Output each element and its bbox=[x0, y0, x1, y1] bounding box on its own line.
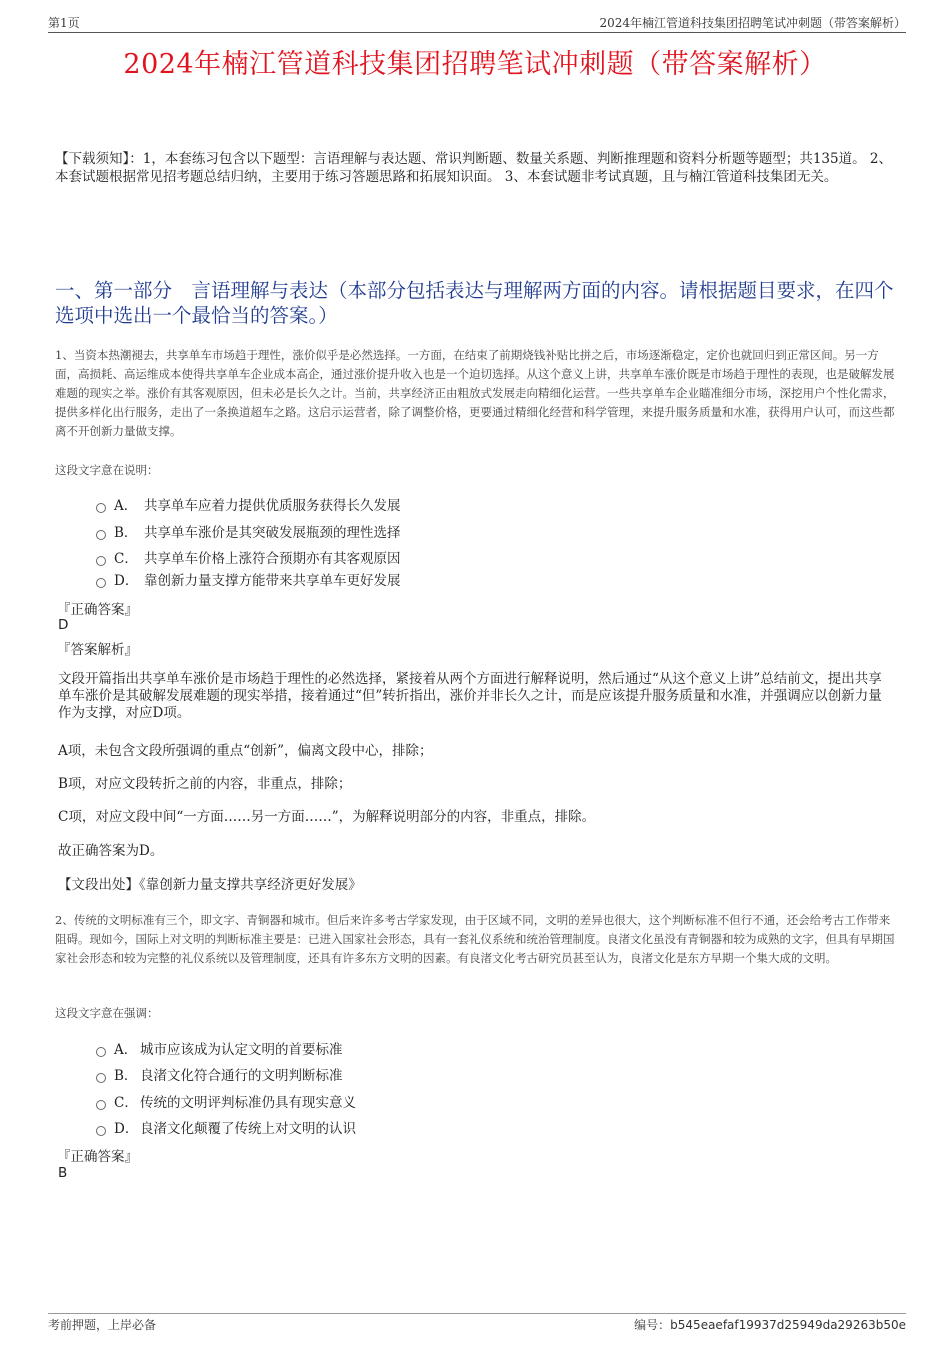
question-1-option-c[interactable] bbox=[96, 548, 876, 570]
option-text: 共享单车涨价是其突破发展瓶颈的理性选择 bbox=[144, 525, 401, 541]
question-1-option-a[interactable] bbox=[96, 495, 876, 522]
option-letter: C． bbox=[114, 1095, 138, 1111]
option-letter: C． bbox=[114, 551, 138, 567]
radio-icon[interactable] bbox=[96, 1073, 106, 1083]
question-1-prompt: 这段文字意在说明： bbox=[55, 463, 159, 477]
radio-icon[interactable] bbox=[96, 1047, 106, 1057]
analysis-label: 『答案解析』 bbox=[57, 642, 138, 658]
answer-label: 『正确答案』 bbox=[57, 602, 138, 618]
radio-icon[interactable] bbox=[96, 556, 106, 566]
answer-label: 『正确答案』 bbox=[57, 1149, 138, 1165]
page-number: 第1页 bbox=[48, 16, 80, 30]
code-value: b545eaefaf19937d25949da29263b50e bbox=[670, 1318, 906, 1332]
page-header bbox=[48, 14, 906, 33]
question-1-option-b[interactable] bbox=[96, 522, 876, 548]
analysis-conclusion: 故正确答案为D。 bbox=[58, 843, 164, 859]
option-text: 共享单车价格上涨符合预期亦有其客观原因 bbox=[144, 551, 401, 567]
document-title: 2024年楠江管道科技集团招聘笔试冲刺题（带答案解析） bbox=[123, 49, 827, 80]
option-letter: A． bbox=[114, 498, 138, 514]
analysis-option-a: A项，未包含文段所强调的重点“创新”，偏离文段中心，排除； bbox=[58, 743, 433, 759]
question-2-prompt: 这段文字意在强调： bbox=[55, 1006, 159, 1020]
radio-icon[interactable] bbox=[96, 1126, 106, 1136]
option-letter: D． bbox=[114, 573, 139, 589]
option-text: 城市应该成为认定文明的首要标准 bbox=[140, 1042, 343, 1058]
header-doc-name: 2024年楠江管道科技集团招聘笔试冲刺题（带答案解析） bbox=[599, 16, 906, 30]
option-letter: D． bbox=[114, 1121, 139, 1137]
question-2-stem: 2、传统的文明标准有三个，即文字、青铜器和城市。但后来许多考古学家发现，由于区域不同，文明的差异也很大，这个判断标准不但行不通，还会给考古工作带来阻碍。现如今，国际上对文明的判断标准主要是：已进入国家社会形态，具有一套礼仪系统和统治管理制度。良渚文化虽没有青铜器和较为成熟的文字，但具有早期国家社会形态和较为完整的礼仪系统以及管理制度，还具有许多东方文明的因素。有良渚文化考古研究员甚至认为，良渚文化是东方早期一个集大成的文明。 bbox=[55, 913, 895, 965]
radio-icon[interactable] bbox=[96, 530, 106, 540]
radio-icon[interactable] bbox=[96, 503, 106, 513]
code-label: 编号： bbox=[634, 1318, 671, 1332]
page-footer bbox=[48, 1313, 906, 1334]
option-text: 良渚文化颠覆了传统上对文明的认识 bbox=[140, 1121, 356, 1137]
analysis-option-c: C项，对应文段中间“一方面……另一方面……”，为解释说明部分的内容，非重点，排除。 bbox=[58, 809, 596, 825]
option-text: 靠创新力量支撑方能带来共享单车更好发展 bbox=[144, 573, 401, 589]
radio-icon[interactable] bbox=[96, 1100, 106, 1110]
question-2-options bbox=[96, 1039, 876, 1140]
option-text: 共享单车应着力提供优质服务获得长久发展 bbox=[144, 498, 401, 514]
question-2-option-b[interactable] bbox=[96, 1065, 876, 1092]
option-text: 良渚文化符合通行的文明判断标准 bbox=[140, 1068, 343, 1084]
footer-slogan: 考前押题，上岸必备 bbox=[48, 1318, 157, 1332]
question-1-options bbox=[96, 495, 876, 592]
question-2-option-a[interactable] bbox=[96, 1039, 876, 1065]
section-title: 一、第一部分 言语理解与表达（本部分包括表达与理解两方面的内容。请根据题目要求，在四个选项中选出一个最恰当的答案。） bbox=[55, 279, 894, 327]
analysis-paragraph: 文段开篇指出共享单车涨价是市场趋于理性的必然选择，紧接着从两个方面进行解释说明，然后通过“从这个意义上讲”总结前文，提出共享单车涨价是其破解发展难题的现实举措，接着通过“但”转折指出，涨价并非长久之计，而是应该提升服务质量和水准，并强调应以创新力量作为支撑，对应D项。 bbox=[58, 671, 882, 721]
radio-icon[interactable] bbox=[96, 578, 106, 588]
correct-answer: B bbox=[58, 1165, 68, 1181]
download-notice: 【下载须知】：1，本套练习包含以下题型：言语理解与表达题、常识判断题、数量关系题、判断推理题和资料分析题等题型；共135道。 2、本套试题根据常见招考题总结归纳，主要用于练习答题思路和拓展知识面。 3、本套试题非考试真题，且与楠江管道科技集团无关。 bbox=[55, 151, 892, 185]
question-2-option-d[interactable] bbox=[96, 1118, 876, 1140]
text-source: 【文段出处】《靠创新力量支撑共享经济更好发展》 bbox=[58, 877, 362, 893]
question-1-option-d[interactable] bbox=[96, 570, 876, 592]
option-letter: B． bbox=[114, 525, 138, 541]
correct-answer: D bbox=[58, 617, 69, 633]
option-letter: A． bbox=[114, 1042, 138, 1058]
question-2-option-c[interactable] bbox=[96, 1092, 876, 1118]
option-text: 传统的文明评判标准仍具有现实意义 bbox=[140, 1095, 356, 1111]
option-letter: B． bbox=[114, 1068, 138, 1084]
question-1-stem: 1、当资本热潮褪去，共享单车市场趋于理性，涨价似乎是必然选择。一方面，在结束了前期烧钱补贴比拼之后，市场逐渐稳定，定价也就回归到正常区间。另一方面，高损耗、高运维成本使得共享单车企业成本高企，通过涨价提升收入也是一个迫切选择。从这个意义上讲，共享单车涨价既是市场趋于理性的表现，也是破解发展难题的现实之举。涨价有其客观原因，但未必是长久之计。当前，共享经济正由粗放式发展走向精细化运营。一些共享单车企业瞄准细分市场，深挖用户个性化需求，提供多样化出行服务，走出了一条换道超车之路。这启示运营者，除了调整价格，更要通过精细化经营和科学管理，来提升服务质量和水准，获得用户认可，而这些都离不开创新力量做支撑。 bbox=[55, 348, 895, 438]
footer-code bbox=[634, 1316, 906, 1333]
analysis-option-b: B项，对应文段转折之前的内容，非重点，排除； bbox=[58, 776, 352, 792]
